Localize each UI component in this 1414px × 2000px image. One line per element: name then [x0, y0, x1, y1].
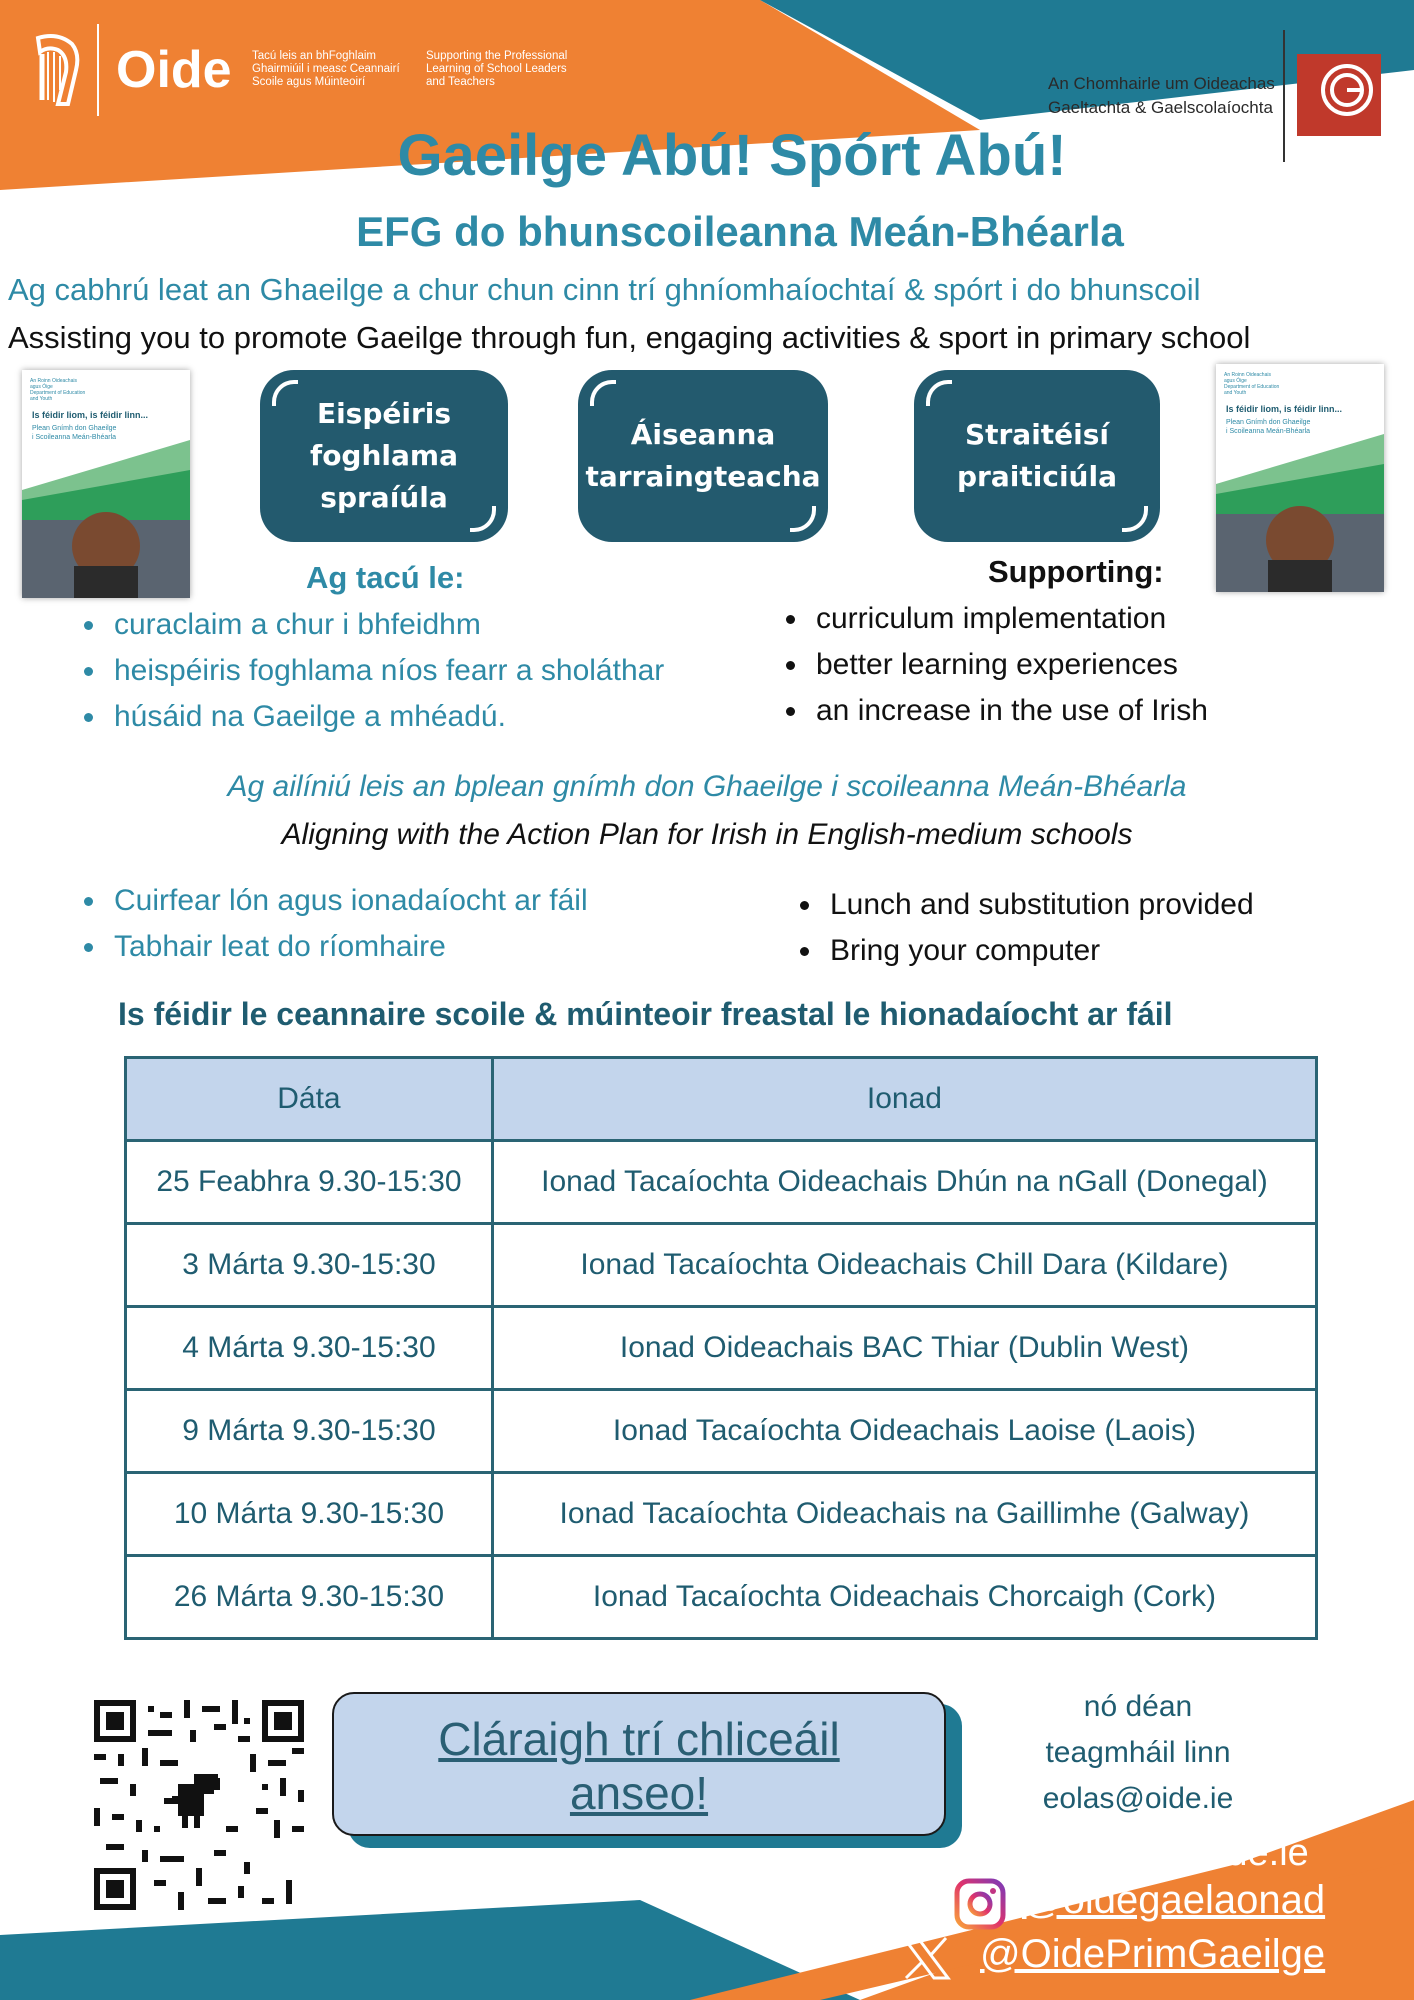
x-handle-link[interactable]: @OidePrimGaeilge [980, 1932, 1326, 1976]
oide-tagline-en: Supporting the Professional Learning of School Leaders and Teachers [426, 50, 568, 88]
brochure-thumbnail-right: An Roinn Oideachais agus Óige Department of Education and Youth Is féidir liom, is féidir linn... Plean Gnímh don Ghaeilge i Scoileanna Meán-Bhéarla [1216, 364, 1384, 592]
list-item: • heispéiris foghlama níos fearr a sholáthar [108, 648, 664, 694]
table-row [126, 1556, 1317, 1639]
table-row [126, 1473, 1317, 1556]
venue-cell: Ionad Tacaíochta Oideachais Chorcaigh (Cork) [492, 1556, 1316, 1639]
list-item: • an increase in the use of Irish [810, 688, 1208, 734]
aligning-english: Aligning with the Action Plan for Irish in English-medium schools [281, 818, 1133, 851]
supporting-list-irish [80, 602, 664, 740]
list-item: • Lunch and substitution provided [824, 882, 1254, 928]
venue-cell: Ionad Tacaíochta Oideachais Dhún na nGall (Donegal) [492, 1141, 1316, 1224]
venue-cell: Ionad Tacaíochta Oideachais na Gaillimhe (Galway) [492, 1473, 1316, 1556]
provided-list-irish [80, 878, 588, 970]
page-title: Gaeilge Abú! Spórt Abú! [397, 123, 1067, 188]
list-item: • húsáid na Gaeilge a mhéadú. [108, 694, 664, 740]
oide-logo: Oide [116, 41, 232, 99]
attend-heading: Is féidir le ceannaire scoile & múinteoir freastal le hionadaíocht ar fáil [118, 996, 1173, 1032]
list-item: • Tabhair leat do ríomhaire [108, 924, 588, 970]
date-cell: 10 Márta 9.30-15:30 [126, 1473, 493, 1556]
venue-cell: Ionad Tacaíochta Oideachais Laoise (Laois) [492, 1390, 1316, 1473]
pill-attractive-resources: Áiseanna tarraingteacha [578, 370, 828, 542]
cogg-name: An Chomhairle um Oideachas Gaeltachta & Gaelscolaíochta [1048, 74, 1275, 117]
contact-email-link[interactable]: eolas@oide.ie [1042, 1782, 1234, 1815]
register-button[interactable]: Cláraigh trí chliceáil anseo! [332, 1692, 946, 1836]
date-cell: 3 Márta 9.30-15:30 [126, 1224, 493, 1307]
website-link[interactable]: www.oide.ie [1106, 1832, 1309, 1874]
qr-code-icon[interactable] [94, 1700, 304, 1910]
instagram-icon [954, 1878, 1006, 1930]
column-header-venue: Ionad [492, 1058, 1316, 1141]
date-cell: 9 Márta 9.30-15:30 [126, 1390, 493, 1473]
x-logo-icon [900, 1934, 952, 1982]
supporting-heading-irish: Ag tacú le: [306, 560, 465, 595]
schedule-table [124, 1056, 1318, 1640]
intro-irish: Ag cabhrú leat an Ghaeilge a chur chun cinn trí ghníomhaíochtaí & spórt i do bhunscoil [8, 272, 1201, 307]
list-item: • curaclaim a chur i bhfeidhm [108, 602, 664, 648]
date-cell: 25 Feabhra 9.30-15:30 [126, 1141, 493, 1224]
aligning-irish: Ag ailíniú leis an bplean gnímh don Ghaeilge i scoileanna Meán-Bhéarla [227, 770, 1187, 803]
provided-list-english [796, 882, 1254, 974]
list-item: • curriculum implementation [810, 596, 1208, 642]
date-cell: 4 Márta 9.30-15:30 [126, 1307, 493, 1390]
table-header-row [126, 1058, 1317, 1141]
oide-tagline-ga: Tacú leis an bhFoghlaim Ghairmiúil i measc Ceannairí Scoile agus Múinteoirí [252, 50, 400, 88]
list-item: • Cuirfear lón agus ionadaíocht ar fáil [108, 878, 588, 924]
contact-block: nó déan teagmháil linn eolas@oide.ie [1000, 1684, 1276, 1822]
supporting-heading-english: Supporting: [988, 554, 1164, 589]
header-divider [97, 24, 99, 116]
table-row [126, 1390, 1317, 1473]
list-item: • better learning experiences [810, 642, 1208, 688]
pill-practical-strategies: Straitéisí praiticiúla [914, 370, 1160, 542]
venue-cell: Ionad Oideachais BAC Thiar (Dublin West) [492, 1307, 1316, 1390]
list-item: • Bring your computer [824, 928, 1254, 974]
pill-fun-learning-experiences: Eispéiris foghlama spraíúla [260, 370, 508, 542]
venue-cell: Ionad Tacaíochta Oideachais Chill Dara (Kildare) [492, 1224, 1316, 1307]
date-cell: 26 Márta 9.30-15:30 [126, 1556, 493, 1639]
harp-icon [28, 30, 84, 110]
table-row [126, 1224, 1317, 1307]
intro-english: Assisting you to promote Gaeilge through fun, engaging activities & sport in primary school [8, 320, 1251, 355]
instagram-handle-link[interactable]: @oidegaelaonad [1022, 1878, 1326, 1922]
table-row [126, 1141, 1317, 1224]
table-row [126, 1307, 1317, 1390]
column-header-date: Dáta [126, 1058, 493, 1141]
supporting-list-english [782, 596, 1208, 734]
brochure-thumbnail-left: An Roinn Oideachais agus Óige Department of Education and Youth Is féidir liom, is féidir linn... Plean Gnímh don Ghaeilge i Scoileanna Meán-Bhéarla [22, 370, 190, 598]
page-subtitle: EFG do bhunscoileanna Meán-Bhéarla [356, 208, 1124, 255]
